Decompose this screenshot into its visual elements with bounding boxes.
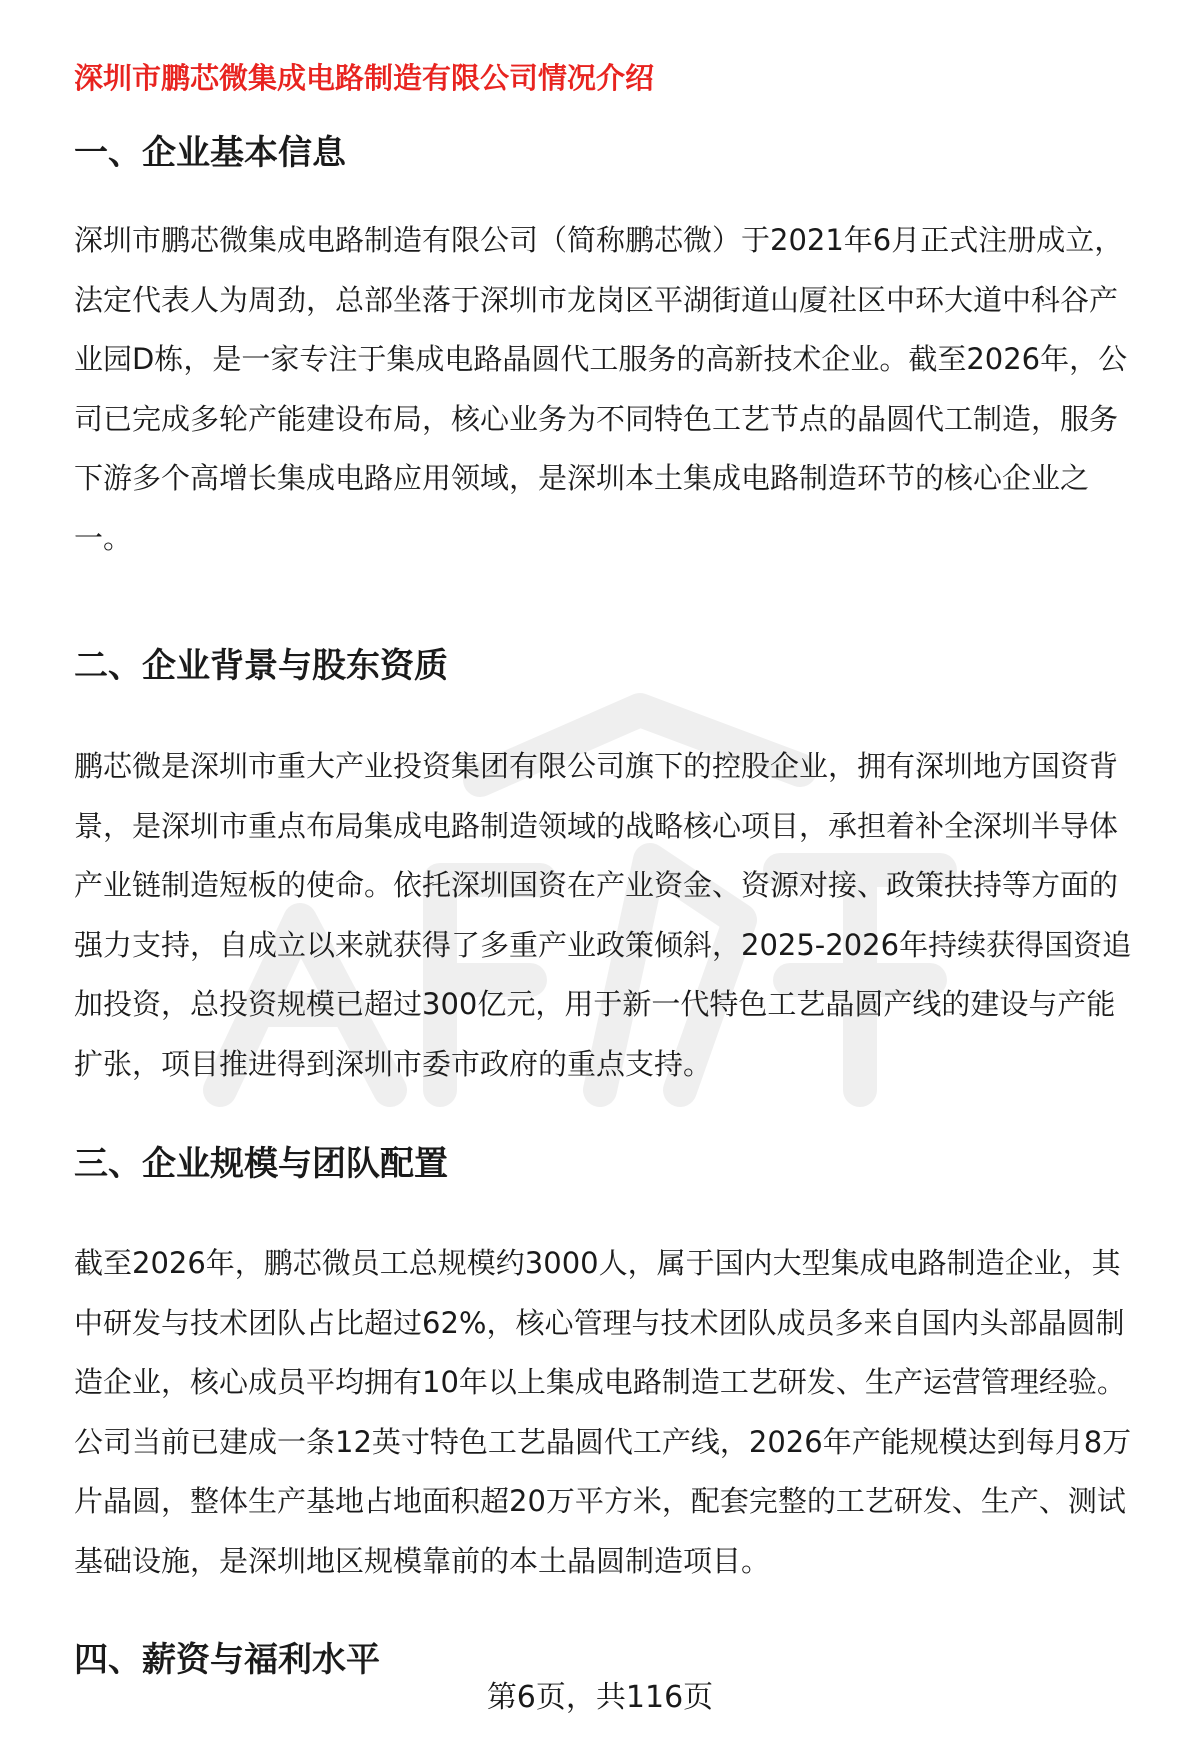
paragraph-line: 公司当前已建成一条12英寸特色工艺晶圆代工产线，2026年产能规模达到每月8万 — [74, 1424, 1132, 1459]
paragraph-line: 鹏芯微是深圳市重大产业投资集团有限公司旗下的控股企业，拥有深圳地方国资背 — [74, 749, 1119, 783]
paragraph-line: 司已完成多轮产能建设布局，核心业务为不同特色工艺节点的晶圆代工制造，服务 — [74, 401, 1119, 436]
section-paragraph-background — [74, 737, 1154, 1094]
paragraph-line: 片晶圆，整体生产基地占地面积超20万平方米，配套完整的工艺研发、生产、测试 — [74, 1484, 1126, 1518]
paragraph-line: 造企业，核心成员平均拥有10年以上集成电路制造工艺研发、生产运营管理经验。 — [74, 1365, 1126, 1399]
section-heading-basic-info: 一、企业基本信息 — [74, 133, 346, 173]
paragraph-line: 基础设施，是深圳地区规模靠前的本土晶圆制造项目。 — [74, 1543, 771, 1578]
paragraph-line: 扩张，项目推进得到深圳市委市政府的重点支持。 — [74, 1046, 713, 1081]
section-heading-background: 二、企业背景与股东资质 — [74, 646, 448, 686]
page-number-footer: 第6页，共116页 — [486, 1680, 714, 1715]
section-heading-salary-benefits: 四、薪资与福利水平 — [74, 1640, 380, 1680]
paragraph-line: 深圳市鹏芯微集成电路制造有限公司（简称鹏芯微）于2021年6月正式注册成立， — [74, 223, 1124, 257]
paragraph-line: 法定代表人为周劲，总部坐落于深圳市龙岗区平湖街道山厦社区中环大道中科谷产 — [74, 282, 1119, 317]
paragraph-line: 下游多个高增长集成电路应用领域，是深圳本土集成电路制造环节的核心企业之 — [74, 461, 1090, 495]
paragraph-line: 业园D栋，是一家专注于集成电路晶圆代工服务的高新技术企业。截至2026年，公 — [74, 342, 1128, 376]
section-paragraph-basic-info — [74, 211, 1154, 568]
paragraph-line: 中研发与技术团队占比超过62%，核心管理与技术团队成员多来自国内头部晶圆制 — [74, 1305, 1125, 1340]
paragraph-line: 产业链制造短板的使命。依托深圳国资在产业资金、资源对接、政策扶持等方面的 — [74, 868, 1119, 902]
document-title: 深圳市鹏芯微集成电路制造有限公司情况介绍 — [74, 61, 655, 95]
paragraph-line: 一。 — [74, 520, 133, 555]
paragraph-line: 景，是深圳市重点布局集成电路制造领域的战略核心项目，承担着补全深圳半导体 — [74, 808, 1119, 843]
section-heading-scale-team: 三、企业规模与团队配置 — [74, 1144, 448, 1184]
paragraph-line: 加投资，总投资规模已超过300亿元，用于新一代特色工艺晶圆产线的建设与产能 — [74, 987, 1116, 1021]
paragraph-line: 强力支持，自成立以来就获得了多重产业政策倾斜，2025-2026年持续获得国资追 — [74, 927, 1132, 962]
paragraph-line: 截至2026年，鹏芯微员工总规模约3000人，属于国内大型集成电路制造企业，其 — [74, 1246, 1121, 1280]
section-paragraph-scale-team — [74, 1234, 1154, 1591]
